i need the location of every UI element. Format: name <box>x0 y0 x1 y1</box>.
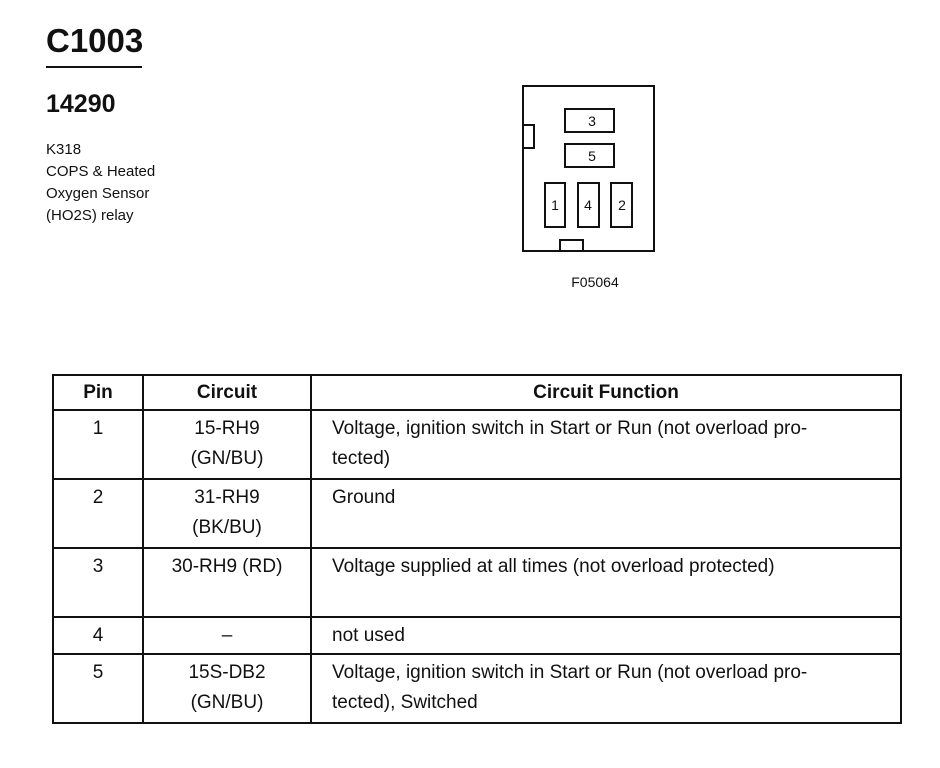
table-row <box>53 479 901 548</box>
circuit-cell <box>143 548 311 617</box>
function-line: Ground <box>332 487 396 508</box>
description-line-3: Oxygen Sensor <box>46 185 150 202</box>
function-line: tected) <box>332 448 391 469</box>
header-circuit: Circuit <box>143 375 311 410</box>
circuit-line: – <box>221 625 233 646</box>
table-header-row <box>53 375 901 410</box>
circuit-cell <box>143 654 311 723</box>
pin-table <box>52 374 902 724</box>
pin-cell: 4 <box>53 617 143 654</box>
function-line: Voltage, ignition switch in Start or Run (not overload pro- <box>332 662 808 683</box>
table-row <box>53 617 901 654</box>
circuit-cell <box>143 617 311 654</box>
pin-3-label: 3 <box>588 113 596 129</box>
table-row <box>53 548 901 617</box>
pin-4-label: 4 <box>584 197 592 213</box>
figure-code: F05064 <box>571 274 619 290</box>
pin-5-label: 5 <box>588 148 596 164</box>
relay-side-tab <box>523 125 534 148</box>
pin-cell: 3 <box>53 548 143 617</box>
circuit-line: (GN/BU) <box>190 692 264 713</box>
function-line: not used <box>332 625 405 646</box>
function-line: tected), Switched <box>332 692 478 713</box>
function-cell <box>311 617 901 654</box>
header-circuit-function: Circuit Function <box>311 375 901 410</box>
function-line: Voltage, ignition switch in Start or Run (not overload pro- <box>332 418 808 439</box>
pin-cell: 5 <box>53 654 143 723</box>
function-cell <box>311 654 901 723</box>
pin-cell: 1 <box>53 410 143 479</box>
pin-2-label: 2 <box>618 197 626 213</box>
description-line-1: K318 <box>46 141 82 158</box>
description-line-4: (HO2S) relay <box>46 207 134 224</box>
table-row <box>53 410 901 479</box>
function-cell <box>311 479 901 548</box>
description-line-2: COPS & Heated <box>46 163 156 180</box>
function-cell <box>311 548 901 617</box>
circuit-line: 30-RH9 (RD) <box>171 556 283 577</box>
circuit-cell <box>143 410 311 479</box>
circuit-line: (BK/BU) <box>192 517 262 538</box>
function-line: Voltage supplied at all times (not overload protected) <box>332 556 775 577</box>
table-row <box>53 654 901 723</box>
relay-pinout-diagram <box>0 0 940 300</box>
function-cell <box>311 410 901 479</box>
part-number: 14290 <box>46 90 116 118</box>
pin-cell: 2 <box>53 479 143 548</box>
circuit-cell <box>143 479 311 548</box>
circuit-line: 15-RH9 <box>194 418 260 439</box>
relay-bottom-tab <box>560 240 583 251</box>
header-pin: Pin <box>53 375 143 410</box>
pin-1-label: 1 <box>551 197 559 213</box>
connector-id: C1003 <box>46 22 144 59</box>
circuit-line: 31-RH9 <box>194 487 260 508</box>
circuit-line: 15S-DB2 <box>188 662 266 683</box>
circuit-line: (GN/BU) <box>190 448 264 469</box>
